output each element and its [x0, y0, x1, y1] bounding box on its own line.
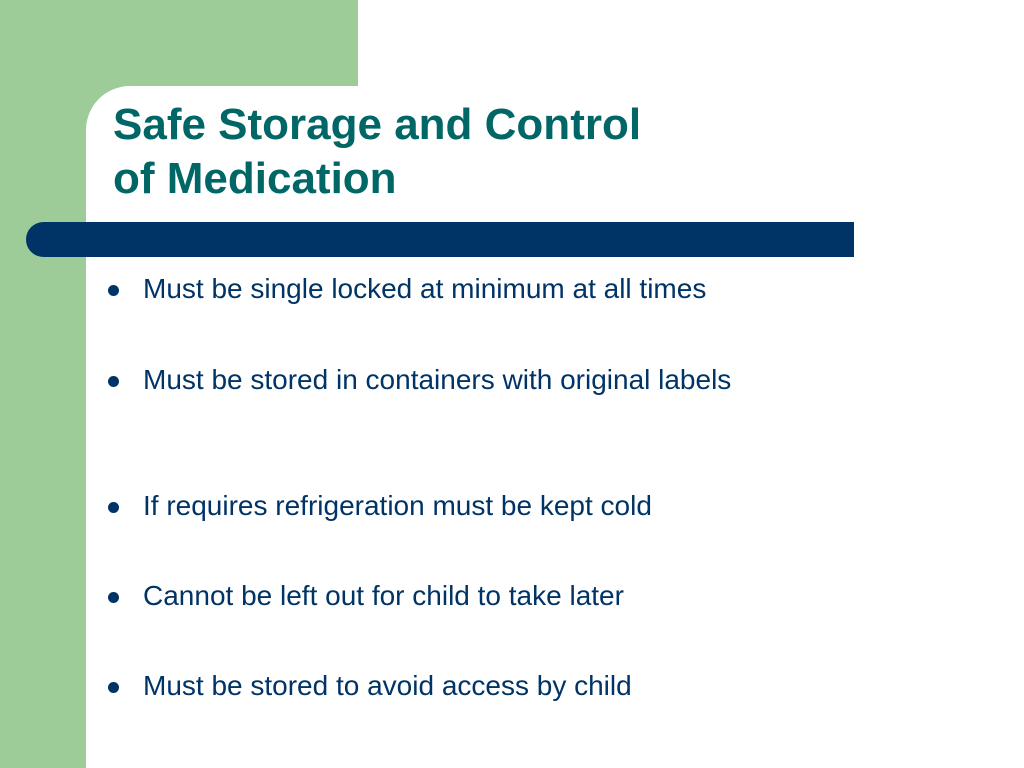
bullet-item	[108, 362, 828, 397]
bullet-item	[108, 488, 828, 523]
bullet-text: Must be single locked at minimum at all times	[143, 273, 707, 304]
bullet-item	[108, 578, 828, 613]
bullet-dot-icon	[108, 502, 119, 513]
slide-title-line-1: Safe Storage and Control	[113, 100, 642, 149]
bullet-item	[108, 271, 828, 306]
title-divider-bar	[26, 222, 854, 257]
bullet-text: Must be stored to avoid access by child	[143, 670, 632, 701]
bullet-text: If requires refrigeration must be kept cold	[143, 490, 652, 521]
bullet-text: Must be stored in containers with original labels	[143, 364, 732, 395]
bullet-text: Cannot be left out for child to take later	[143, 580, 624, 611]
bullet-dot-icon	[108, 285, 119, 296]
bullet-dot-icon	[108, 682, 119, 693]
bullet-item	[108, 668, 828, 703]
slide-title	[113, 98, 873, 206]
bullet-dot-icon	[108, 376, 119, 387]
bullet-dot-icon	[108, 592, 119, 603]
slide-title-line-2: of Medication	[113, 154, 397, 203]
